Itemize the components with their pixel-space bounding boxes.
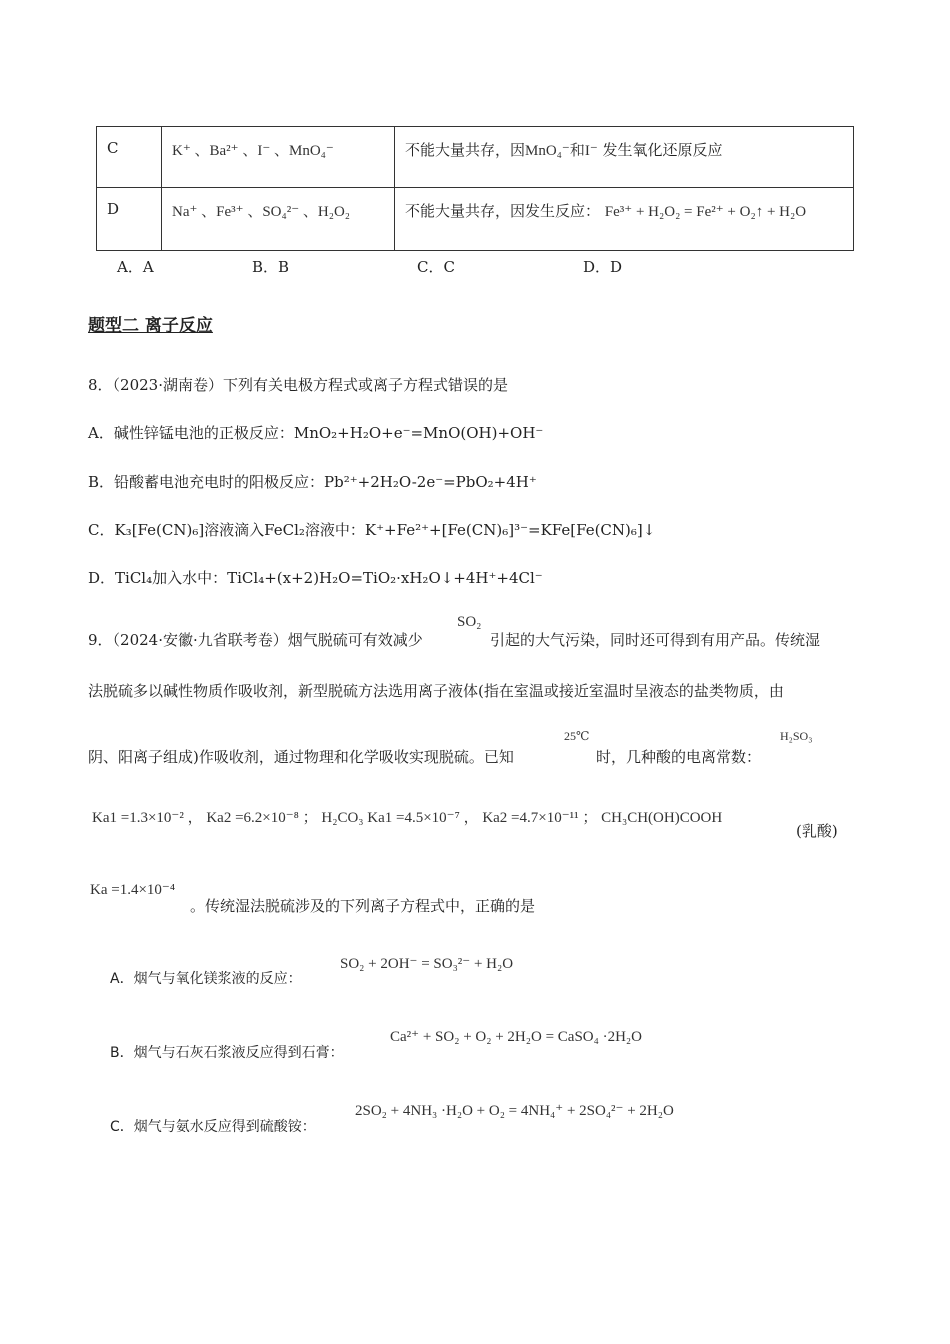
q9-so2: SO₂ <box>457 614 482 630</box>
q9-option-c-equation: 2SO₂ + 4NH₃ ·H₂O + O₂ = 4NH₄⁺ + 2SO₄²⁻ + 2H₂O <box>355 1103 674 1119</box>
row-label: C <box>97 127 162 188</box>
conclusion-prefix: 不能大量共存，因发生反应： <box>405 202 601 220</box>
choice-b[interactable]: B．B <box>252 258 290 276</box>
q9-line-3b: 时，几种酸的电离常数： <box>596 748 762 766</box>
q9-stem-end: 。传统湿法脱硫涉及的下列离子方程式中，正确的是 <box>190 897 536 915</box>
q9-lactic-note: (乳酸) <box>796 822 838 840</box>
q9-line-1a: 9．（2024·安徽·九省联考卷）烟气脱硫可有效减少 <box>88 631 423 649</box>
ion-list: K⁺ 、Ba²⁺ 、I⁻ 、MnO₄⁻ <box>162 127 395 188</box>
q9-acid-h2so3: H₂SO₃ <box>780 729 813 743</box>
q9-ionization-constants: Ka1 =1.3×10⁻² ， Ka2 =6.2×10⁻⁸ ； H₂CO₃ Ka1 =4.5×10⁻⁷ ， Ka2 =4.7×10⁻¹¹ ； CH₃CH(OH)COOH <box>92 810 723 826</box>
q8-option-a[interactable]: A．碱性锌锰电池的正极反应：MnO₂+H₂O+e⁻=MnO(OH)+OH⁻ <box>88 424 544 442</box>
conclusion-cell <box>395 188 854 251</box>
q8-option-c[interactable]: C．K₃[Fe(CN)₆]溶液滴入FeCl₂溶液中：K⁺+Fe²⁺+[Fe(CN)₆]³⁻=KFe[Fe(CN)₆]↓ <box>88 521 656 539</box>
conclusion-equation: Fe³⁺ + H₂O₂ = Fe²⁺ + O₂↑ + H₂O <box>604 204 807 220</box>
choice-c[interactable]: C．C <box>417 258 455 276</box>
q9-option-a[interactable]: A．烟气与氧化镁浆液的反应： <box>110 971 302 987</box>
ion-coexistence-table <box>96 126 854 251</box>
q9-temperature: 25℃ <box>564 729 590 743</box>
choice-d[interactable]: D．D <box>583 258 623 276</box>
q9-line-2: 法脱硫多以碱性物质作吸收剂，新型脱硫方法选用离子液体(指在室温或接近室温时呈液态的盐类物质，由 <box>88 682 784 700</box>
conclusion-species: MnO₄⁻和I⁻ <box>525 143 598 159</box>
section-heading: 题型二 离子反应 <box>88 316 213 336</box>
q9-option-a-equation: SO₂ + 2OH⁻ = SO₃²⁻ + H₂O <box>340 956 514 972</box>
q8-stem: 8．（2023·湖南卷）下列有关电极方程式或离子方程式错误的是 <box>88 376 508 394</box>
q9-option-b[interactable]: B．烟气与石灰石浆液反应得到石膏： <box>110 1045 344 1061</box>
table-row <box>97 188 854 251</box>
q8-option-d[interactable]: D．TiCl₄加入水中：TiCl₄+(x+2)H₂O=TiO₂·xH₂O↓+4H⁺+4Cl⁻ <box>88 569 543 587</box>
conclusion-prefix: 不能大量共存，因 <box>405 141 526 159</box>
q8-option-b[interactable]: B．铅酸蓄电池充电时的阳极反应：Pb²⁺+2H₂O-2e⁻=PbO₂+4H⁺ <box>88 473 537 491</box>
choice-a[interactable]: A．A <box>117 258 154 276</box>
conclusion-cell <box>395 127 854 188</box>
q9-line-3a: 阴、阳离子组成)作吸收剂，通过物理和化学吸收实现脱硫。已知 <box>88 748 514 766</box>
row-label: D <box>97 188 162 251</box>
q9-option-c[interactable]: C．烟气与氨水反应得到硫酸铵： <box>110 1119 316 1135</box>
q9-ka-lactic: Ka =1.4×10⁻⁴ <box>90 882 176 898</box>
ion-list: Na⁺ 、Fe³⁺ 、SO₄²⁻ 、H₂O₂ <box>162 188 395 251</box>
q9-option-b-equation: Ca²⁺ + SO₂ + O₂ + 2H₂O = CaSO₄ ·2H₂O <box>390 1029 642 1045</box>
conclusion-suffix: 发生氧化还原反应 <box>602 141 723 159</box>
q9-line-1b: 引起的大气污染，同时还可得到有用产品。传统湿 <box>490 631 821 649</box>
table-row <box>97 127 854 188</box>
